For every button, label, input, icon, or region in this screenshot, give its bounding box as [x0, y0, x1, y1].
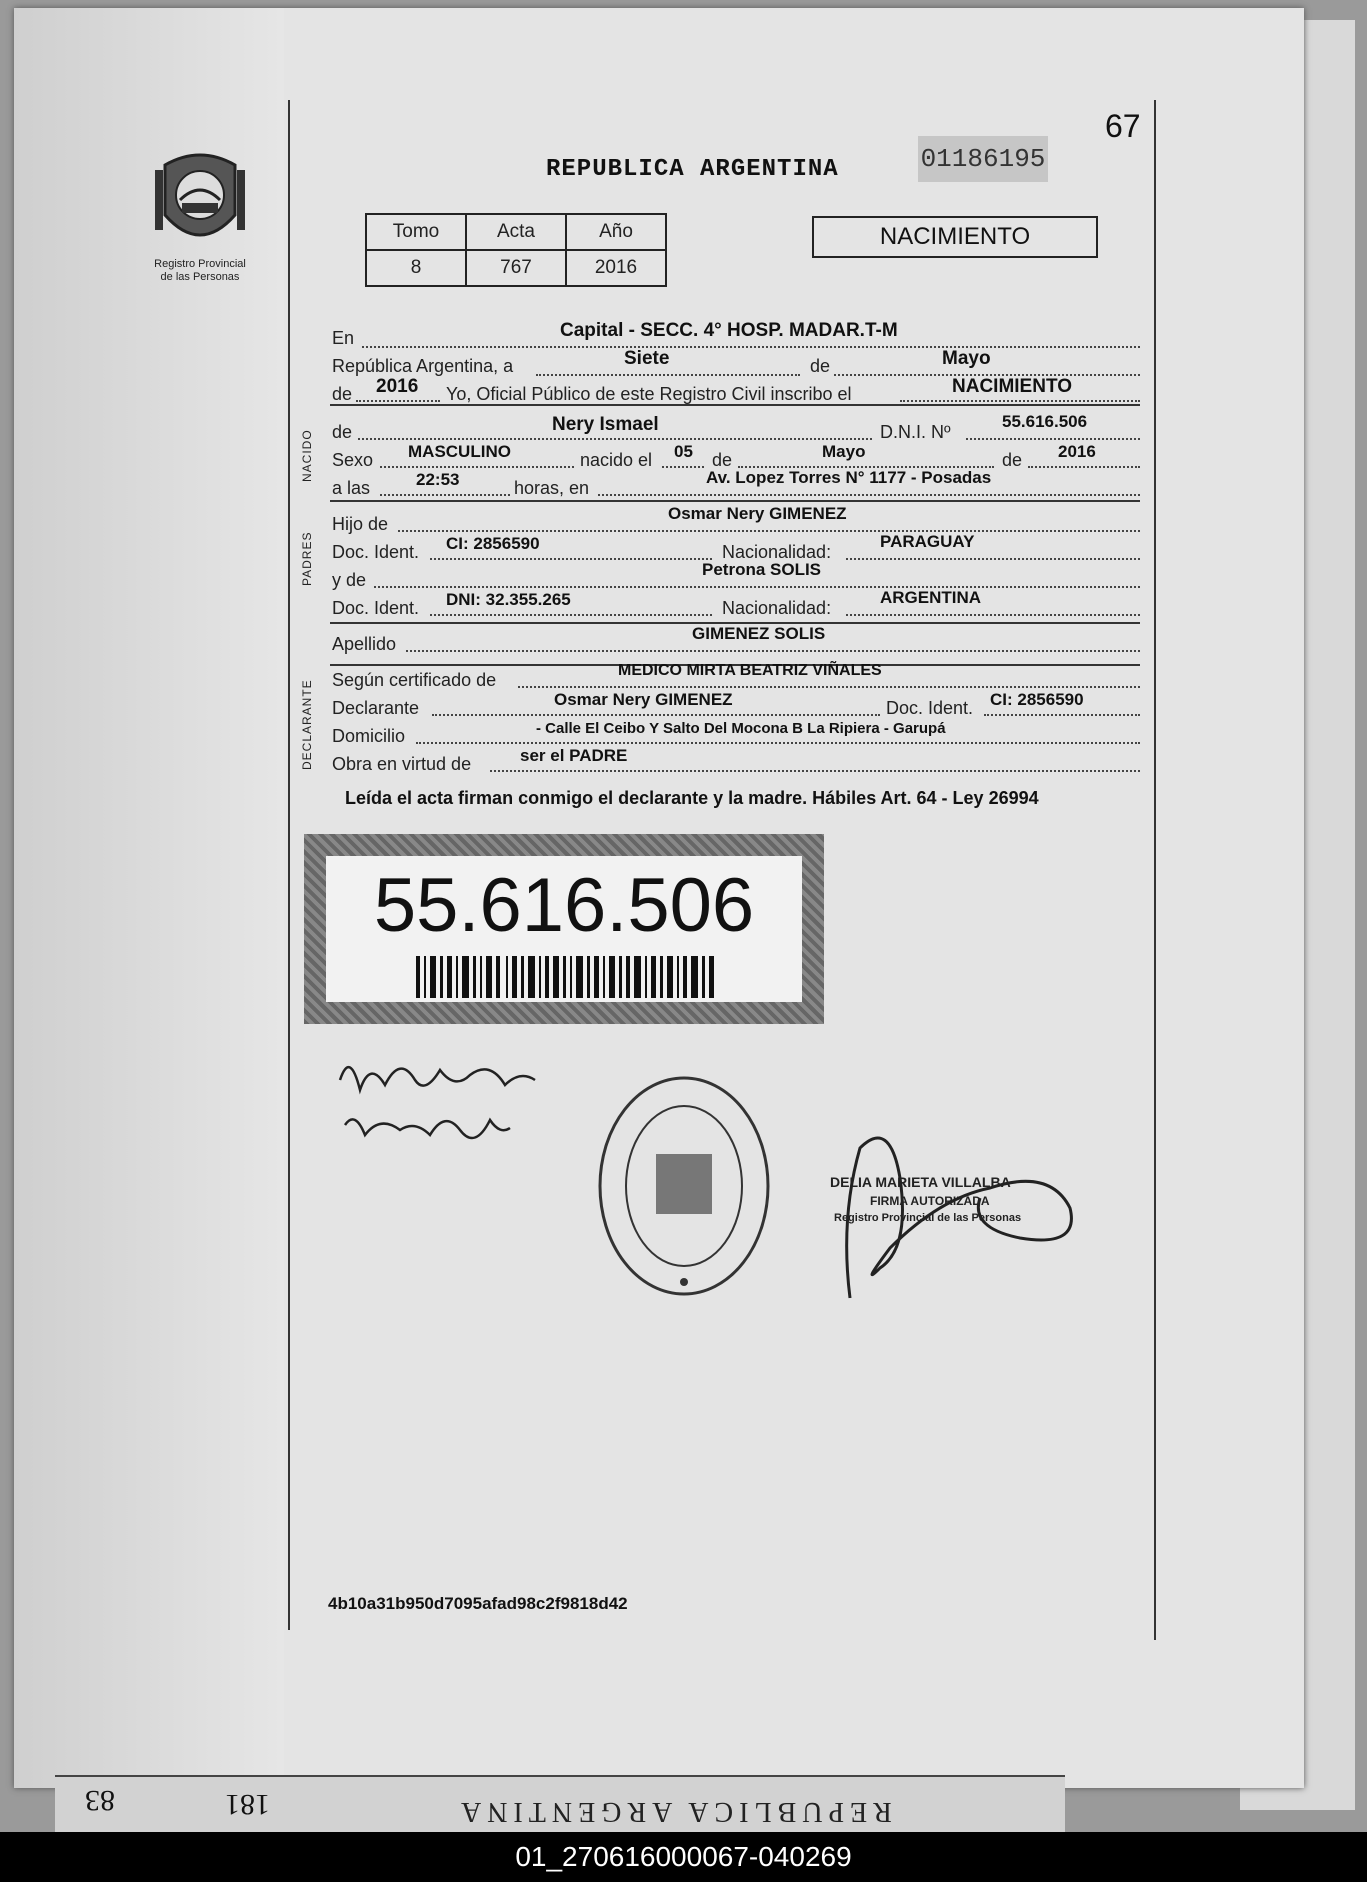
- line-apellido: [406, 650, 1140, 652]
- authorized-signature: [820, 1118, 1120, 1308]
- side-label-nacido: NACIDO: [300, 429, 314, 482]
- line-domicilio: [416, 742, 1140, 744]
- value-lugar: Capital - SECC. 4° HOSP. MADAR.T-M: [560, 320, 898, 341]
- side-label-declarante: DECLARANTE: [300, 679, 314, 770]
- official-role: FIRMA AUTORIZADA: [870, 1194, 990, 1208]
- line-declarante-doc: [984, 714, 1140, 716]
- acta-header: Acta: [466, 214, 566, 250]
- margin-line-left: [288, 100, 290, 1630]
- value-declarante-doc: CI: 2856590: [990, 690, 1084, 709]
- serial-number: 01186195: [918, 136, 1048, 182]
- record-table-values: [366, 250, 666, 286]
- official-office: Registro Provincial de las Personas: [834, 1212, 1022, 1224]
- label-sexo: Sexo: [332, 450, 374, 470]
- value-obra: ser el PADRE: [520, 746, 628, 765]
- label-de-nac-mes: de: [712, 450, 733, 470]
- line-sexo: [380, 466, 574, 468]
- registry-caption-line2: de las Personas: [160, 271, 240, 283]
- value-hora: 22:53: [416, 470, 460, 489]
- value-padre-nac: PARAGUAY: [880, 532, 975, 551]
- page-number: 67: [1105, 108, 1141, 144]
- line-madre: [374, 586, 1140, 588]
- line-padre-nac: [846, 558, 1140, 560]
- line-obra: [490, 770, 1140, 772]
- value-padre-doc: CI: 2856590: [446, 534, 540, 553]
- line-nac-dia: [662, 466, 704, 468]
- value-lugar-nac: Av. Lopez Torres N° 1177 - Posadas: [706, 468, 992, 487]
- scan-footer: 01_270616000067-040269: [0, 1832, 1367, 1882]
- barcode-number: 55.616.506: [373, 863, 755, 948]
- tomo-header: Tomo: [366, 214, 466, 250]
- tomo-value: 8: [366, 250, 466, 286]
- label-de-nombre: de: [332, 422, 353, 442]
- line-acto: [900, 400, 1140, 402]
- label-apellido: Apellido: [332, 634, 397, 654]
- next-page-number: 83: [85, 1784, 115, 1817]
- value-nac-mes: Mayo: [822, 442, 866, 461]
- registry-seal-icon: [596, 1074, 772, 1298]
- line-padre: [398, 530, 1140, 532]
- margin-line-right: [1154, 100, 1156, 1640]
- label-doc-ident-padre: Doc. Ident.: [332, 542, 420, 562]
- value-declarante: Osmar Nery GIMENEZ: [554, 690, 733, 709]
- label-dni: D.N.I. Nº: [880, 422, 951, 442]
- registry-caption: [130, 258, 270, 284]
- line-declarante: [432, 714, 880, 716]
- label-horas-en: horas, en: [514, 478, 590, 498]
- value-madre-nac: ARGENTINA: [880, 588, 982, 607]
- line-en: [362, 346, 1140, 348]
- line-hora: [380, 494, 510, 496]
- label-de-mes: de: [810, 356, 831, 376]
- province-crest-icon: [150, 145, 250, 255]
- record-table-header: [366, 214, 666, 250]
- value-madre-doc: DNI: 32.355.265: [446, 590, 571, 609]
- label-segun-certificado: Según certificado de: [332, 670, 497, 690]
- value-certificado: MEDICO MIRTA BEATRIZ VIÑALES: [618, 662, 882, 679]
- label-de-nac-anio: de: [1002, 450, 1023, 470]
- line-dni: [966, 438, 1140, 440]
- label-a-las: a las: [332, 478, 371, 498]
- label-declarante: Declarante: [332, 698, 420, 718]
- section-separator-nacido: [330, 500, 1140, 502]
- label-en: En: [332, 328, 355, 348]
- line-dia: [536, 374, 800, 376]
- label-doc-ident-declarante: Doc. Ident.: [886, 698, 974, 718]
- value-acto: NACIMIENTO: [952, 376, 1072, 397]
- registry-caption-line1: Registro Provincial: [154, 258, 246, 270]
- anio-header: Año: [566, 214, 666, 250]
- line-madre-nac: [846, 614, 1140, 616]
- next-page-title: REPUBLICA ARGENTINA: [455, 1796, 892, 1827]
- label-hijo-de: Hijo de: [332, 514, 389, 534]
- side-label-padres: PADRES: [300, 531, 314, 586]
- closing-statement: Leída el acta firman conmigo el declarante y la madre. Hábiles Art. 64 - Ley 26994: [345, 788, 1039, 808]
- value-anio: 2016: [376, 376, 419, 397]
- value-domicilio: - Calle El Ceibo Y Salto Del Mocona B La Ripiera - Garupá: [536, 720, 946, 737]
- line-madre-doc: [430, 614, 712, 616]
- barcode-label: [326, 856, 802, 1002]
- value-dia: Siete: [624, 348, 670, 369]
- acta-value: 767: [466, 250, 566, 286]
- label-nacionalidad-padre: Nacionalidad:: [722, 542, 832, 562]
- next-page-edge: [55, 1775, 1065, 1832]
- value-nombre: Nery Ismael: [552, 414, 659, 435]
- label-nacionalidad-madre: Nacionalidad:: [722, 598, 832, 618]
- next-page-folio: 181: [225, 1788, 270, 1821]
- value-dni: 55.616.506: [1002, 412, 1088, 431]
- value-mes: Mayo: [942, 348, 991, 369]
- label-y-de: y de: [332, 570, 367, 590]
- act-type-box: NACIMIENTO: [812, 216, 1098, 258]
- official-name: DELIA MARIETA VILLALBA: [830, 1174, 1011, 1190]
- line-lugar-nac: [598, 494, 1140, 496]
- value-nac-anio: 2016: [1058, 442, 1096, 461]
- declarant-signatures: [330, 1040, 570, 1170]
- label-nacido-el: nacido el: [580, 450, 653, 470]
- value-nac-dia: 05: [674, 442, 693, 461]
- barcode-icon: [416, 956, 716, 998]
- line-certificado: [518, 686, 1140, 688]
- value-madre: Petrona SOLIS: [702, 560, 822, 579]
- value-sexo: MASCULINO: [408, 442, 511, 461]
- record-table: [365, 213, 667, 287]
- line-nac-anio: [1028, 466, 1140, 468]
- line-nombre: [358, 438, 872, 440]
- document-hash: 4b10a31b950d7095afad98c2f9818d42: [328, 1594, 628, 1613]
- line-anio: [356, 400, 440, 402]
- line-padre-doc: [430, 558, 712, 560]
- id-barcode-sticker: [304, 834, 824, 1024]
- document-title: REPUBLICA ARGENTINA: [546, 156, 839, 183]
- label-obra: Obra en virtud de: [332, 754, 472, 774]
- anio-value: 2016: [566, 250, 666, 286]
- label-de-year: de: [332, 384, 353, 404]
- label-republica: República Argentina, a: [332, 356, 514, 376]
- label-doc-ident-madre: Doc. Ident.: [332, 598, 420, 618]
- value-apellido: GIMENEZ SOLIS: [692, 624, 826, 643]
- label-yo-oficial: Yo, Oficial Público de este Registro Civil inscribo el: [446, 384, 852, 404]
- label-domicilio: Domicilio: [332, 726, 406, 746]
- value-padre: Osmar Nery GIMENEZ: [668, 504, 847, 523]
